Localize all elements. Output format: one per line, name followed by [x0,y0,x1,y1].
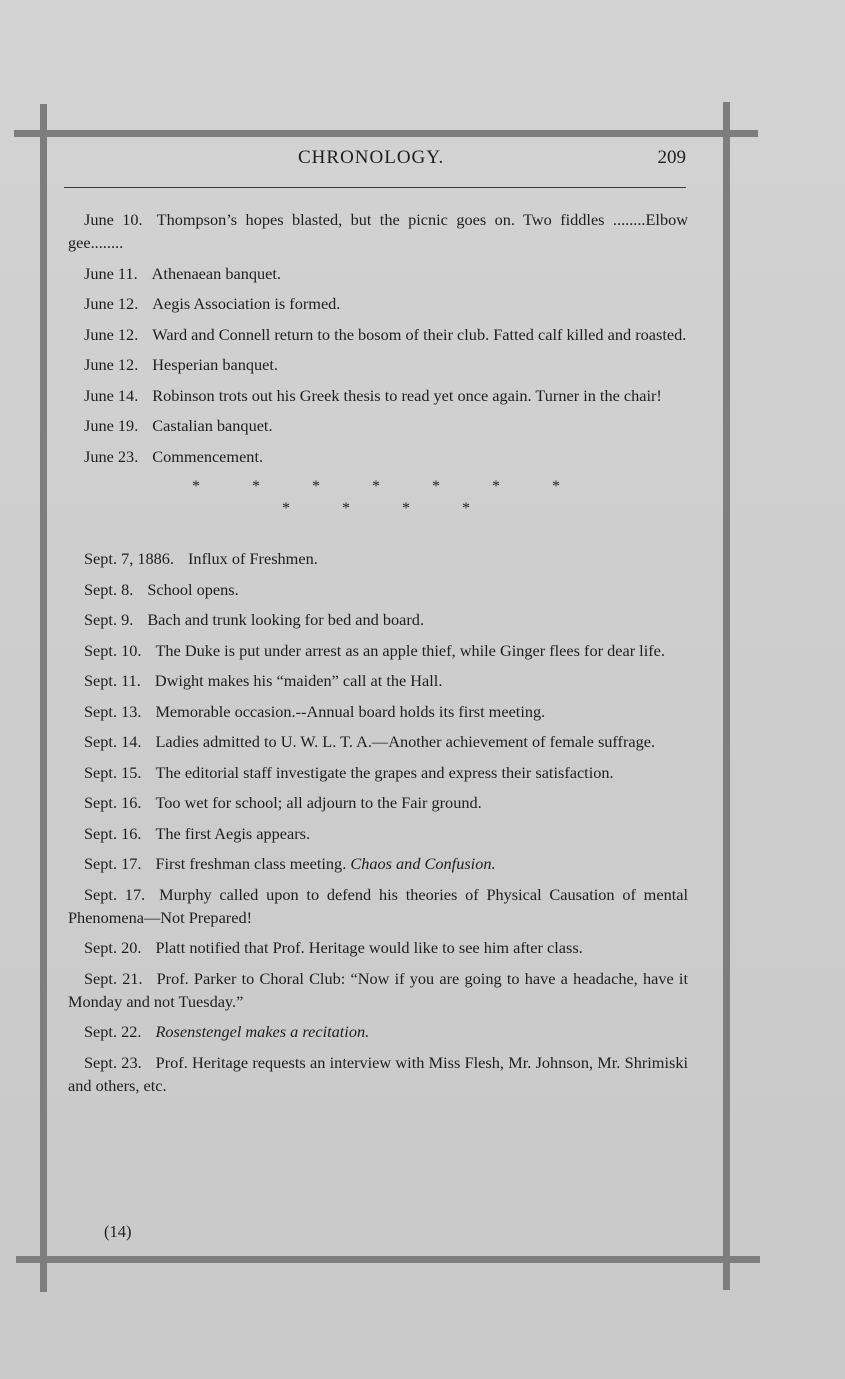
border-rule-bottom [16,1256,760,1263]
asterisk: * [192,478,200,495]
entry-date: June 12. [84,294,139,313]
entry-text: The first Aegis appears. [155,823,311,843]
chronology-entry [68,822,688,845]
entry-date: Sept. 13. [84,701,142,721]
asterisk: * [282,500,290,517]
entries-september [68,547,688,1097]
entry-italic-text: Rosenstengel makes a recitation. [155,1022,370,1041]
entry-date: Sept. 22. [84,1022,142,1041]
chronology-entry [68,578,688,601]
entry-date: Sept. 17. [84,884,146,904]
chronology-entry [68,967,688,1013]
chronology-entry [68,353,688,376]
chronology-entry [68,730,688,753]
entry-text: Memorable occasion.--Annual board holds its first meeting. [155,701,546,721]
entry-text: Platt notified that Prof. Heritage would like to see him after class. [155,938,583,957]
entry-date: Sept. 17. [84,854,142,873]
chronology-entry [68,414,688,437]
asterisk: * [312,478,320,495]
asterisk: * [432,478,440,495]
entry-date: June 11. [84,263,138,283]
chronology-entry [68,1020,688,1043]
entry-date: June 23. [84,446,139,466]
entry-date: June 12. [84,355,139,374]
stars-row-1 [68,475,786,498]
asterisk: * [552,478,560,495]
chronology-entry [68,761,688,784]
entry-text: Influx of Freshmen. [188,549,318,568]
entry-date: June 10. [84,210,143,229]
asterisk: * [252,478,260,495]
entry-date: Sept. 20. [84,938,142,957]
asterisk: * [372,478,380,495]
chronology-entry [68,547,688,570]
chronology-entry [68,608,688,631]
chronology-entry [68,262,688,285]
chronology-entry [68,445,688,468]
signature-mark: (14) [104,1222,132,1241]
entry-text: Hesperian banquet. [152,355,278,374]
page-number: 209 [657,147,686,168]
entry-text: Commencement. [152,446,264,466]
entry-text: Bach and trunk looking for bed and board. [147,610,425,629]
entry-date: Sept. 9. [84,610,134,629]
entry-date: Sept. 8. [84,579,134,599]
border-rule-right [723,102,730,1290]
entry-text: Thompson’s hopes blasted, but the picnic goes on. Two fiddles ........Elbow gee........ [68,210,688,252]
entry-text: Dwight makes his “maiden” call at the Hall. [154,671,443,690]
entry-date: June 19. [84,416,139,435]
chronology-entry [68,208,688,254]
asterisk: * [342,500,350,517]
chronology-entry [68,669,688,692]
entry-date: June 14. [84,385,139,405]
entry-text: Aegis Association is formed. [152,294,341,313]
entry-italic-text: Chaos and Confusion. [350,854,496,873]
chronology-entry [68,936,688,959]
entry-text: Murphy called upon to defend his theories of Physical Causation of mental Phenomena—Not Prepared! [68,884,688,927]
chronology-entry [68,852,688,875]
entry-date: Sept. 16. [84,823,142,843]
entry-text: Athenaean banquet. [151,263,281,283]
running-head: CHRONOLOGY. [298,147,445,168]
asterisk: * [402,500,410,517]
entry-date: Sept. 11. [84,671,141,690]
entry-text: Ward and Connell return to the bosom of their club. Fatted calf killed and roasted. [152,324,687,344]
chronology-entries [68,208,688,1104]
chronology-entry [68,384,688,407]
chronology-entry [68,292,688,315]
border-rule-left [40,104,47,1292]
chronology-entry [68,700,688,723]
chronology-entry [68,791,688,814]
entry-date: Sept. 10. [84,640,142,660]
entry-text: First freshman class meeting. [155,854,347,873]
entry-text: Prof. Heritage requests an interview with Miss Flesh, Mr. Johnson, Mr. Shrimiski and others, etc. [68,1052,688,1095]
entry-date: Sept. 7, 1886. [84,549,175,568]
entry-text: Too wet for school; all adjourn to the Fair ground. [155,793,482,812]
entry-date: Sept. 15. [84,762,142,782]
stars-row-2 [68,497,845,520]
chronology-entry [68,1051,688,1097]
section-separator [68,475,688,527]
entry-text: The Duke is put under arrest as an apple thief, while Ginger flees for dear life. [155,640,665,660]
chronology-entry [68,639,688,662]
border-rule-top [14,130,758,137]
entries-june [68,208,688,468]
entry-date: Sept. 14. [84,732,142,751]
entry-text: Robinson trots out his Greek thesis to read yet once again. Turner in the chair! [152,385,662,405]
entry-date: Sept. 16. [84,793,142,812]
entry-date: June 12. [84,324,139,344]
entry-text: Ladies admitted to U. W. L. T. A.—Another achievement of female suffrage. [155,732,656,751]
chronology-entry [68,323,688,346]
entry-text: The editorial staff investigate the grapes and express their satisfaction. [155,762,614,782]
chronology-entry [68,883,688,929]
entry-text: School opens. [147,579,239,599]
asterisk: * [492,478,500,495]
entry-date: Sept. 21. [84,968,143,988]
entry-text: Castalian banquet. [152,416,273,435]
entry-text: Prof. Parker to Choral Club: “Now if you are going to have a headache, have it Monday and not Tuesday.” [68,968,688,1011]
asterisk: * [462,500,470,517]
page-header [64,147,686,188]
entry-date: Sept. 23. [84,1052,142,1072]
